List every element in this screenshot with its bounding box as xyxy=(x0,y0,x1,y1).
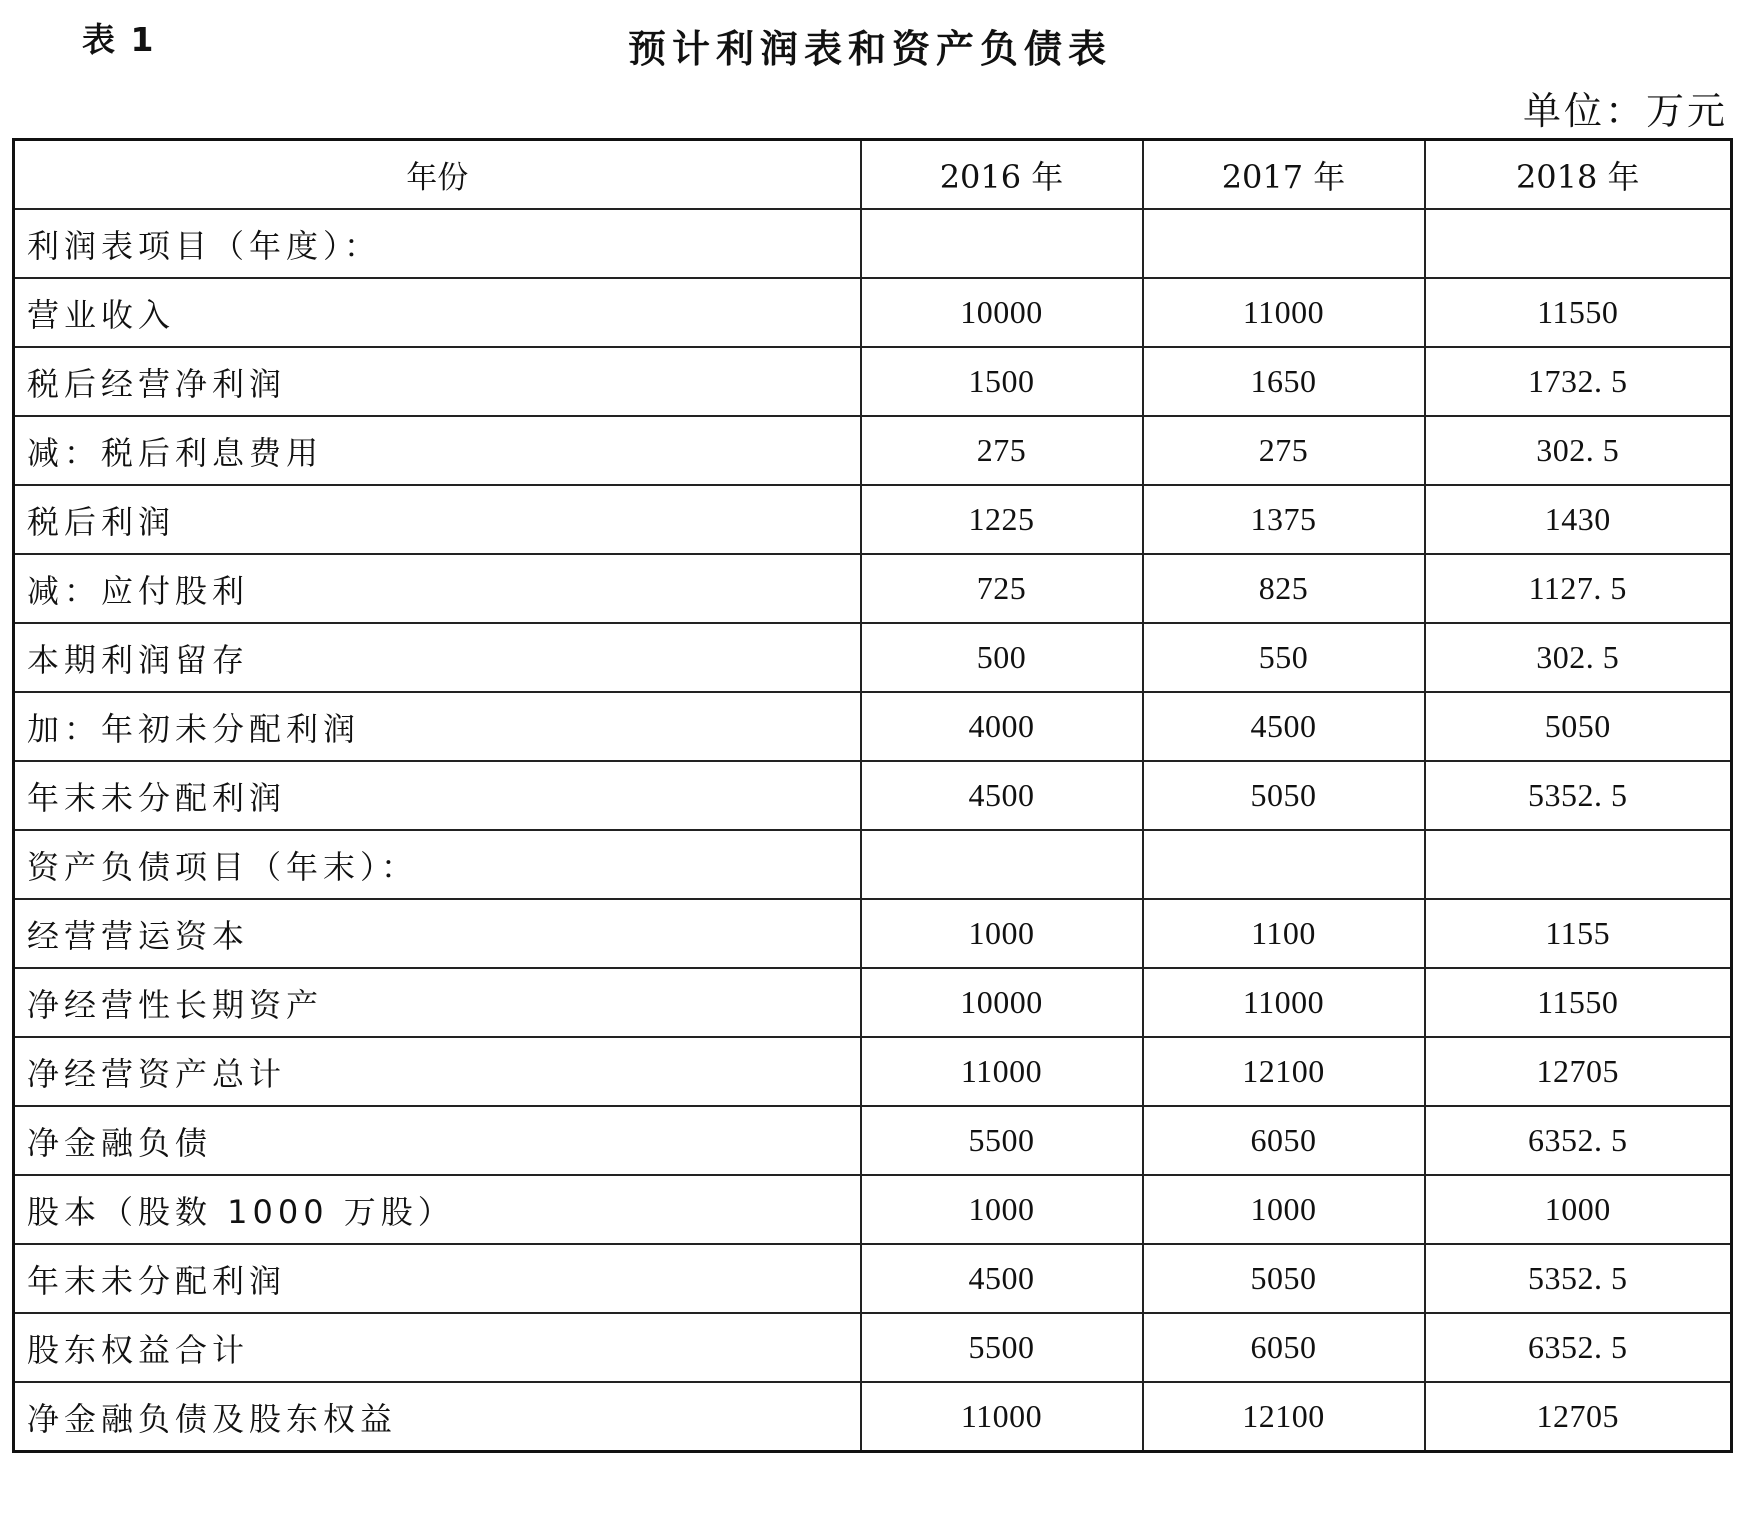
row-label: 净金融负债 xyxy=(14,1106,861,1175)
cell-2018: 1127. 5 xyxy=(1425,554,1732,623)
column-header-year: 年份 xyxy=(14,140,861,210)
cell-2017: 6050 xyxy=(1143,1106,1425,1175)
cell-2016: 1000 xyxy=(861,1175,1143,1244)
cell-2018: 6352. 5 xyxy=(1425,1313,1732,1382)
row-label: 股本（股数 1000 万股） xyxy=(14,1175,861,1244)
cell-2016: 275 xyxy=(861,416,1143,485)
cell-2018: 302. 5 xyxy=(1425,623,1732,692)
cell-2018: 1430 xyxy=(1425,485,1732,554)
cell-2017: 275 xyxy=(1143,416,1425,485)
row-label: 净经营资产总计 xyxy=(14,1037,861,1106)
row-label: 净经营性长期资产 xyxy=(14,968,861,1037)
row-label: 年末未分配利润 xyxy=(14,1244,861,1313)
cell-2016 xyxy=(861,209,1143,278)
cell-2017 xyxy=(1143,209,1425,278)
cell-2017: 550 xyxy=(1143,623,1425,692)
cell-2016: 4500 xyxy=(861,1244,1143,1313)
table-row xyxy=(14,1175,1732,1244)
table-row xyxy=(14,1313,1732,1382)
cell-2016: 10000 xyxy=(861,968,1143,1037)
row-label: 减：应付股利 xyxy=(14,554,861,623)
cell-2016: 1500 xyxy=(861,347,1143,416)
row-label: 股东权益合计 xyxy=(14,1313,861,1382)
row-label: 年末未分配利润 xyxy=(14,761,861,830)
cell-2017: 5050 xyxy=(1143,1244,1425,1313)
cell-2018: 12705 xyxy=(1425,1382,1732,1452)
cell-2018: 5352. 5 xyxy=(1425,1244,1732,1313)
row-label: 税后经营净利润 xyxy=(14,347,861,416)
cell-2018 xyxy=(1425,209,1732,278)
cell-2018: 6352. 5 xyxy=(1425,1106,1732,1175)
cell-2016: 5500 xyxy=(861,1313,1143,1382)
row-label: 本期利润留存 xyxy=(14,623,861,692)
table-row xyxy=(14,278,1732,347)
cell-2018: 12705 xyxy=(1425,1037,1732,1106)
cell-2017: 12100 xyxy=(1143,1382,1425,1452)
cell-2016: 500 xyxy=(861,623,1143,692)
column-header-2016: 2016 年 xyxy=(861,140,1143,210)
table-row xyxy=(14,692,1732,761)
cell-2017: 11000 xyxy=(1143,968,1425,1037)
cell-2018: 5352. 5 xyxy=(1425,761,1732,830)
cell-2017: 1100 xyxy=(1143,899,1425,968)
table-row xyxy=(14,968,1732,1037)
cell-2018: 11550 xyxy=(1425,278,1732,347)
table-row xyxy=(14,485,1732,554)
cell-2017: 1375 xyxy=(1143,485,1425,554)
table-row xyxy=(14,347,1732,416)
row-label: 税后利润 xyxy=(14,485,861,554)
table-row xyxy=(14,761,1732,830)
financial-table xyxy=(12,138,1733,1453)
cell-2016: 4500 xyxy=(861,761,1143,830)
section-header-row xyxy=(14,830,1732,899)
table-header-row xyxy=(14,140,1732,210)
cell-2016: 11000 xyxy=(861,1382,1143,1452)
cell-2018 xyxy=(1425,830,1732,899)
cell-2016: 1225 xyxy=(861,485,1143,554)
cell-2017: 11000 xyxy=(1143,278,1425,347)
table-row xyxy=(14,623,1732,692)
cell-2018: 1000 xyxy=(1425,1175,1732,1244)
cell-2016: 11000 xyxy=(861,1037,1143,1106)
table-row xyxy=(14,416,1732,485)
cell-2016: 10000 xyxy=(861,278,1143,347)
row-label: 资产负债项目（年末）： xyxy=(14,830,861,899)
column-header-2017: 2017 年 xyxy=(1143,140,1425,210)
section-header-row xyxy=(14,209,1732,278)
cell-2016: 4000 xyxy=(861,692,1143,761)
cell-2017: 1650 xyxy=(1143,347,1425,416)
table-row xyxy=(14,1244,1732,1313)
table-row xyxy=(14,1037,1732,1106)
table-number-label: 表 1 xyxy=(82,20,156,59)
row-label: 减：税后利息费用 xyxy=(14,416,861,485)
table-row xyxy=(14,899,1732,968)
row-label: 利润表项目（年度）： xyxy=(14,209,861,278)
cell-2017: 825 xyxy=(1143,554,1425,623)
table-row xyxy=(14,554,1732,623)
cell-2016 xyxy=(861,830,1143,899)
cell-2017: 5050 xyxy=(1143,761,1425,830)
row-label: 净金融负债及股东权益 xyxy=(14,1382,861,1452)
cell-2018: 1732. 5 xyxy=(1425,347,1732,416)
row-label: 营业收入 xyxy=(14,278,861,347)
table-row xyxy=(14,1382,1732,1452)
row-label: 经营营运资本 xyxy=(14,899,861,968)
cell-2018: 1155 xyxy=(1425,899,1732,968)
row-label: 加：年初未分配利润 xyxy=(14,692,861,761)
cell-2017: 1000 xyxy=(1143,1175,1425,1244)
cell-2017: 12100 xyxy=(1143,1037,1425,1106)
page-title: 预计利润表和资产负债表 xyxy=(627,27,1112,71)
cell-2016: 725 xyxy=(861,554,1143,623)
column-header-2018: 2018 年 xyxy=(1425,140,1732,210)
cell-2017: 4500 xyxy=(1143,692,1425,761)
cell-2017 xyxy=(1143,830,1425,899)
cell-2018: 11550 xyxy=(1425,968,1732,1037)
cell-2018: 302. 5 xyxy=(1425,416,1732,485)
table-row xyxy=(14,1106,1732,1175)
cell-2016: 5500 xyxy=(861,1106,1143,1175)
unit-note: 单位：万元 xyxy=(1522,89,1728,133)
cell-2016: 1000 xyxy=(861,899,1143,968)
cell-2017: 6050 xyxy=(1143,1313,1425,1382)
cell-2018: 5050 xyxy=(1425,692,1732,761)
